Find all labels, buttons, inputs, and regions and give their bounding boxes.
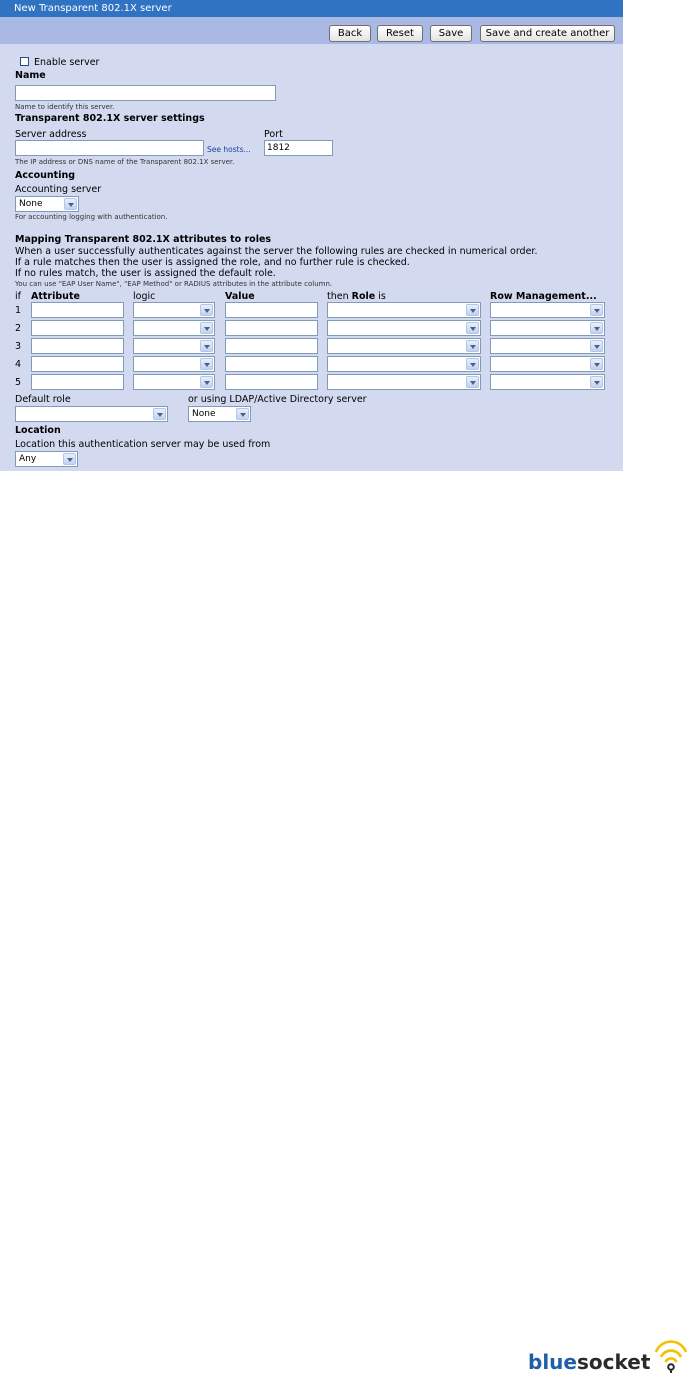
column-is: is [375,291,386,302]
row-number: 2 [15,323,22,334]
attribute-input[interactable] [31,320,124,336]
logic-select[interactable] [133,320,215,336]
column-row-management: Row Management... [490,291,597,302]
enable-server-checkbox[interactable] [20,57,29,66]
chevron-down-icon [466,304,479,316]
save-button[interactable]: Save [430,25,472,42]
row-number: 5 [15,377,22,388]
attribute-input[interactable] [31,374,124,390]
chevron-down-icon [153,408,166,420]
ldap-server-value: None [192,409,216,419]
location-select[interactable] [15,451,78,467]
see-hosts-link[interactable]: See hosts... [207,145,251,154]
server-address-hint: The IP address or DNS name of the Transparent 802.1X server. [15,158,235,166]
accounting-server-select[interactable] [15,196,79,212]
row-number: 3 [15,341,22,352]
chevron-down-icon [466,376,479,388]
logo-text-socket: socket [576,1350,651,1374]
name-hint: Name to identify this server. [15,103,115,111]
chevron-down-icon [200,358,213,370]
chevron-down-icon [200,322,213,334]
ldap-server-label: or using LDAP/Active Directory server [188,394,367,405]
chevron-down-icon [64,198,77,210]
chevron-down-icon [200,376,213,388]
value-input[interactable] [225,374,318,390]
logic-select[interactable] [133,356,215,372]
mapping-description-1: When a user successfully authenticates against the server the following rules are checked in numerical order. [15,246,538,257]
column-then-role-is [327,291,386,302]
mapping-description-2: If a rule matches then the user is assigned the role, and no further rule is checked. [15,257,410,268]
mapping-heading: Mapping Transparent 802.1X attributes to roles [15,234,272,245]
column-role: Role [351,291,376,302]
column-logic: logic [133,291,156,302]
page-title: New Transparent 802.1X server [0,0,623,17]
wireless-signal-icon [652,1338,690,1374]
server-address-input[interactable] [15,140,204,156]
row-management-select[interactable] [490,356,605,372]
location-label: Location this authentication server may be used from [15,439,271,450]
ldap-server-select[interactable] [188,406,251,422]
chevron-down-icon [590,358,603,370]
chevron-down-icon [590,340,603,352]
chevron-down-icon [590,322,603,334]
row-management-select[interactable] [490,302,605,318]
role-select[interactable] [327,302,481,318]
server-settings-heading: Transparent 802.1X server settings [15,113,205,124]
logic-select[interactable] [133,338,215,354]
chevron-down-icon [590,304,603,316]
chevron-down-icon [200,340,213,352]
value-input[interactable] [225,320,318,336]
logic-select[interactable] [133,302,215,318]
chevron-down-icon [200,304,213,316]
value-input[interactable] [225,356,318,372]
bluesocket-logo [528,1350,650,1374]
location-heading: Location [15,425,61,436]
server-address-label: Server address [15,129,87,140]
name-heading: Name [15,70,46,81]
accounting-server-label: Accounting server [15,184,102,195]
accounting-hint: For accounting logging with authentication. [15,213,168,221]
default-role-select[interactable] [15,406,168,422]
role-select[interactable] [327,320,481,336]
logic-select[interactable] [133,374,215,390]
name-input[interactable] [15,85,276,101]
attribute-input[interactable] [31,356,124,372]
mapping-description-3: If no rules match, the user is assigned the default role. [15,268,276,279]
reset-button[interactable]: Reset [377,25,423,42]
chevron-down-icon [466,322,479,334]
row-management-select[interactable] [490,374,605,390]
logo-text-blue: blue [528,1350,577,1374]
save-and-create-another-button[interactable]: Save and create another [480,25,615,42]
accounting-server-value: None [19,199,43,209]
accounting-heading: Accounting [15,170,76,181]
column-value: Value [225,291,255,302]
attribute-input[interactable] [31,338,124,354]
location-value: Any [19,454,37,464]
port-label: Port [264,129,283,140]
attribute-input[interactable] [31,302,124,318]
chevron-down-icon [63,453,76,465]
row-management-select[interactable] [490,338,605,354]
role-select[interactable] [327,338,481,354]
role-select[interactable] [327,374,481,390]
back-button[interactable]: Back [329,25,371,42]
chevron-down-icon [590,376,603,388]
value-input[interactable] [225,302,318,318]
column-then: then [327,291,352,302]
chevron-down-icon [466,340,479,352]
port-input[interactable] [264,140,333,156]
column-attribute: Attribute [31,291,80,302]
value-input[interactable] [225,338,318,354]
mapping-hint: You can use "EAP User Name", "EAP Method" or RADIUS attributes in the attribute column. [15,280,333,288]
column-if: if [15,291,21,302]
chevron-down-icon [236,408,249,420]
row-management-select[interactable] [490,320,605,336]
enable-server-label: Enable server [34,57,100,68]
role-select[interactable] [327,356,481,372]
chevron-down-icon [466,358,479,370]
row-number: 4 [15,359,22,370]
default-role-label: Default role [15,394,71,405]
row-number: 1 [15,305,22,316]
